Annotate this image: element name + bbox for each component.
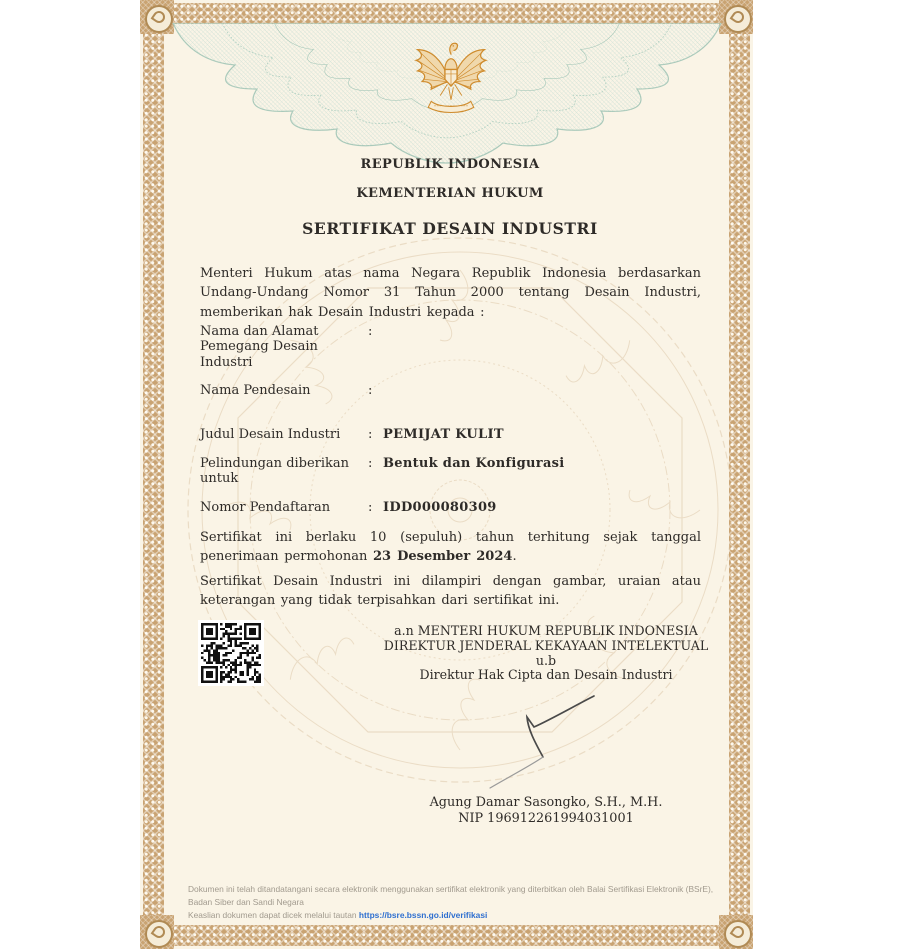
qr-code xyxy=(198,620,264,686)
country-name: REPUBLIK INDONESIA xyxy=(360,157,540,172)
validity-period: . xyxy=(512,549,517,565)
signature-scribble xyxy=(470,686,610,801)
document-header xyxy=(200,157,700,215)
field-value: PEMIJAT KULIT xyxy=(383,427,504,442)
signer-block xyxy=(370,795,722,827)
border-top xyxy=(172,3,721,24)
intro-paragraph: Menteri Hukum atas nama Negara Republik Indonesia berdasarkan Undang-Undang Nomor 31 Tahun 2000 tentang Desain Industri, memberikan hak Desain Industri kepada : xyxy=(200,266,701,320)
border-left xyxy=(143,32,164,917)
field-separator: : xyxy=(368,500,373,515)
garuda-pancasila-icon xyxy=(413,37,489,117)
verification-link[interactable]: https://bsre.bssn.go.id/verifikasi xyxy=(358,910,488,920)
filing-date: 23 Desember 2024 xyxy=(373,549,513,565)
field-label: Pelindungan diberikan untuk xyxy=(200,456,350,487)
on-behalf-line: a.n MENTERI HUKUM REPUBLIK INDONESIA xyxy=(394,623,698,638)
field-separator: : xyxy=(368,427,373,442)
ministry-name: KEMENTERIAN HUKUM xyxy=(356,186,544,201)
page-title: SERTIFIKAT DESAIN INDUSTRI xyxy=(302,219,598,238)
field-separator: : xyxy=(368,383,373,398)
field-holder-name-address xyxy=(200,324,701,370)
validity-paragraph xyxy=(200,528,701,567)
field-separator: : xyxy=(368,456,373,471)
field-label: Judul Desain Industri xyxy=(200,427,341,442)
field-value: IDD000080309 xyxy=(383,500,497,515)
signer-name: Agung Damar Sasongko, S.H., M.H. xyxy=(429,795,663,810)
ub-line: u.b xyxy=(535,652,557,668)
footer-line1: Dokumen ini telah ditandatangani secara elektronik menggunakan sertifikat elektronik yang diterbitkan oleh Balai Sertifikasi Elektronik (BSrE), Badan Siber dan Sandi Negara xyxy=(188,884,714,907)
signing-authority-block xyxy=(370,624,722,683)
signer-nip: NIP 196912261994031001 xyxy=(458,811,634,826)
field-label: Nama Pendesain xyxy=(200,383,311,398)
border-bottom xyxy=(172,925,721,946)
footer-line2-text: Keaslian dokumen dapat dicek melalui tautan xyxy=(188,910,359,920)
footer-line2 xyxy=(188,909,718,922)
field-value: Bentuk dan Konfigurasi xyxy=(383,456,565,471)
field-design-title xyxy=(200,427,701,442)
field-label: Nama dan Alamat Pemegang Desain Industri xyxy=(200,324,319,370)
field-protection-scope xyxy=(200,456,701,487)
field-separator: : xyxy=(368,324,373,339)
field-registration-number xyxy=(200,500,701,515)
corner-medallion-bottom-right xyxy=(719,915,753,949)
field-label: Nomor Pendaftaran xyxy=(200,500,331,515)
certificate-page xyxy=(140,0,753,949)
director-title-line: Direktur Hak Cipta dan Desain Industri xyxy=(419,667,673,683)
corner-medallion-bottom-left xyxy=(140,915,174,949)
field-designer-name xyxy=(200,383,701,398)
electronic-signature-footer xyxy=(188,883,718,922)
directorate-line: DIREKTUR JENDERAL KEKAYAAN INTELEKTUAL xyxy=(383,637,709,653)
validity-text: Sertifikat ini berlaku 10 (sepuluh) tahun terhitung sejak tanggal penerimaan permohonan xyxy=(200,530,701,565)
attachment-paragraph: Sertifikat Desain Industri ini dilampiri dengan gambar, uraian atau keterangan yang tidak terpisahkan dari sertifikat ini. xyxy=(200,574,701,609)
